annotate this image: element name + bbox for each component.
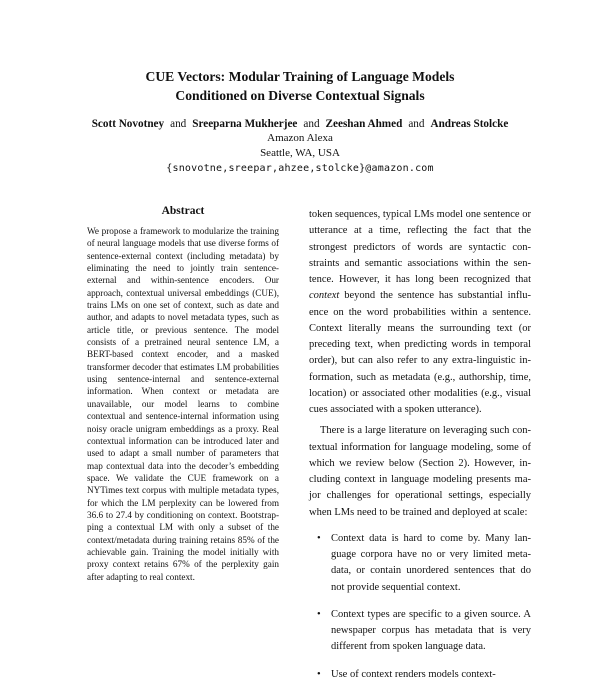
intro-paragraph-1 <box>309 207 531 418</box>
author-separator: and <box>408 118 425 130</box>
intro-text: beyond the sentence has substantial influence on the word probabilities within a sentence. Context literally means the surrounding text (or preceding text, when predicting words in temporal order), but can also refer to any extra-linguistic information, such as metadata (e.g., authorship, time, location) or associated other modalities (e.g., visual cues associated with a spoken utterance). <box>309 290 531 415</box>
abstract-heading: Abstract <box>161 205 205 217</box>
location: Seattle, WA, USA <box>260 147 340 159</box>
author-name: Andreas Stolcke <box>430 118 509 130</box>
affiliation: Amazon Alexa <box>267 132 333 144</box>
list-item-text: Context types are specific to a given source. A newspaper corpus has metadata that is very different from spoken language data. <box>331 608 531 653</box>
list-item <box>309 667 531 683</box>
emphasized-term: context <box>309 290 340 302</box>
list-item-text: Context data is hard to come by. Many language corpora have no or very limited metadata, or contain unordered sentences that do not provide sequential context. <box>331 532 531 593</box>
author-separator: and <box>303 118 320 130</box>
list-item <box>309 607 531 656</box>
list-item <box>309 531 531 596</box>
author-list <box>20 117 580 132</box>
author-name: Zeeshan Ahmed <box>325 118 403 130</box>
author-name: Sreeparna Mukherjee <box>192 118 298 130</box>
author-separator: and <box>170 118 187 130</box>
title-line-1: CUE Vectors: Modular Training of Language Models <box>145 69 455 84</box>
list-item-text: Use of context renders models context- <box>331 668 496 680</box>
challenge-list <box>309 531 531 683</box>
bullet-icon: • <box>317 668 321 680</box>
intro-text: token sequences, typical LMs model one sentence or utterance at a time, reflecting the fact that the strongest predictors of words are syntactic constraints and semantic associations within the sentence. However, it has long been recognized that <box>309 209 531 285</box>
bullet-icon: • <box>317 532 321 544</box>
intro-paragraph-2: There is a large literature on leveraging such contextual information for language modeling, some of which we review below (Section 2). However, including context in language modeling presents major challenges for operational settings, especially when LMs need to be trained and deployed at scale: <box>309 425 531 518</box>
bullet-icon: • <box>317 608 321 620</box>
author-emails: {snovotne,sreepar,ahzee,stolcke}@amazon.com <box>166 163 434 174</box>
abstract-text: We propose a framework to modularize the training of neural language models that use diverse forms of sentence-external context (including metadata) by eliminating the need to jointly train sentence-external and within-sentence encoders. Our approach, contextual universal embeddings (CUE), trains LMs on one set of context, such as date and author, and adapts to novel metadata types, such as article title, or previous sentence. The model consists of a pretrained neural sentence LM, a BERT-based context encoder, and a masked transformer decoder that estimates LM probabilities using sentence-internal and sentence-external information. When context or metadata are unavailable, our model learns to combine contextual and sentence-internal information using noisy oracle unigram embeddings as a proxy. Real contextual information can be introduced later and used to adapt a small number of parameters that map contextual data into the decoder’s embedding space. We validate the CUE framework on a NYTimes text corpus with multiple metadata types, for which the LM perplexity can be lowered from 36.6 to 27.4 by conditioning on context. Bootstrapping a contextual LM with only a subset of the context/metadata during training retains 85% of the achievable gain. Training the model initially with proxy context retains 67% of the perplexity gain after adapting to real context. <box>87 226 279 582</box>
author-name: Scott Novotney <box>91 118 165 130</box>
introduction-column <box>309 207 531 694</box>
paper-title <box>60 67 540 105</box>
title-line-2: Conditioned on Diverse Contextual Signals <box>175 88 425 103</box>
